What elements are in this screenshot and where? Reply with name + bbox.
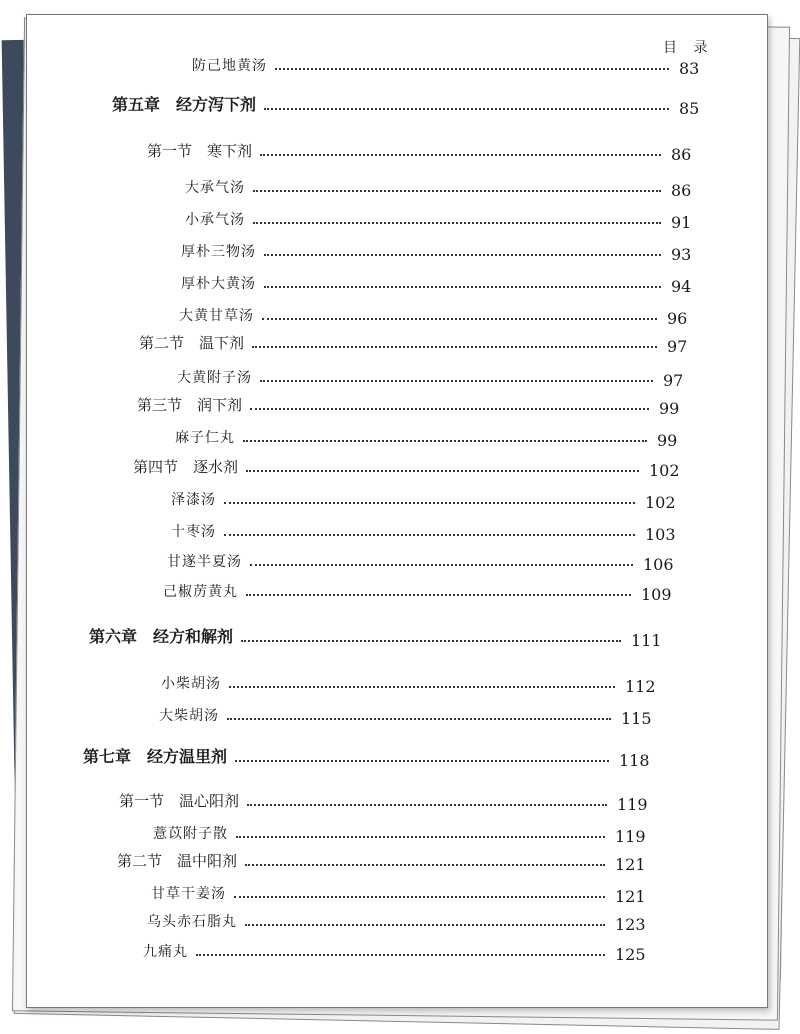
toc-page-number: 103 <box>645 525 676 544</box>
toc-page <box>26 14 768 1008</box>
dot-leader <box>234 896 605 898</box>
dot-leader <box>236 836 605 838</box>
toc-section-entry <box>119 787 613 811</box>
dot-leader <box>253 190 661 192</box>
toc-entry-title: 第七章 经方温里剂 <box>83 747 228 766</box>
dot-leader <box>227 718 611 720</box>
toc-page-number: 111 <box>631 631 662 650</box>
dot-leader <box>252 346 657 348</box>
toc-page-number: 119 <box>617 795 648 814</box>
toc-entry-title: 薏苡附子散 <box>153 826 228 842</box>
toc-entry-title: 厚朴大黄汤 <box>181 276 256 292</box>
toc-formula-entry <box>185 205 667 229</box>
toc-formula-entry <box>159 701 617 725</box>
dot-leader <box>253 222 661 224</box>
dot-leader <box>250 408 649 410</box>
toc-entry-title: 乌头赤石脂丸 <box>147 914 237 930</box>
dot-leader <box>224 534 635 536</box>
toc-entry-title: 第二节 温下剂 <box>139 334 245 352</box>
toc-page-number: 83 <box>679 59 700 78</box>
toc-page-number: 123 <box>615 915 646 934</box>
toc-page-number: 99 <box>659 399 680 418</box>
toc-entry-title: 厚朴三物汤 <box>181 244 256 260</box>
toc-chapter-entry <box>112 91 675 115</box>
dot-leader <box>246 470 639 472</box>
toc-page-number: 86 <box>671 145 692 164</box>
toc-page-number: 118 <box>619 751 650 770</box>
toc-section-entry <box>147 137 667 161</box>
toc-formula-entry <box>143 937 611 961</box>
toc-page-number: 109 <box>641 585 672 604</box>
dot-leader <box>245 864 605 866</box>
toc-page-number: 102 <box>649 461 680 480</box>
toc-page-number: 97 <box>667 337 688 356</box>
toc-entry-title: 麻子仁丸 <box>175 430 235 446</box>
toc-section-entry <box>139 329 663 353</box>
toc-entry-title: 小柴胡汤 <box>161 676 221 692</box>
dot-leader <box>229 686 615 688</box>
toc-formula-entry <box>179 301 663 325</box>
dot-leader <box>260 380 653 382</box>
toc-page-number: 121 <box>615 855 646 874</box>
toc-page-number: 99 <box>657 431 678 450</box>
toc-entry-title: 甘草干姜汤 <box>151 886 226 902</box>
toc-entry-title: 第二节 温中阳剂 <box>117 852 238 870</box>
toc-formula-entry <box>181 237 667 261</box>
toc-section-entry <box>133 453 645 477</box>
toc-entry-title: 防己地黄汤 <box>192 58 267 74</box>
toc-page-number: 91 <box>671 213 692 232</box>
dot-leader <box>224 502 635 504</box>
toc-page-number: 125 <box>615 945 646 964</box>
dot-leader <box>264 286 661 288</box>
dot-leader <box>264 108 669 110</box>
toc-formula-entry <box>151 879 611 903</box>
dot-leader <box>235 760 609 762</box>
dot-leader <box>245 924 605 926</box>
toc-entry-title: 十枣汤 <box>171 524 216 540</box>
page-header: 目 录 <box>663 40 714 56</box>
dot-leader <box>264 254 661 256</box>
toc-chapter-entry <box>83 743 615 767</box>
dot-leader <box>262 318 657 320</box>
toc-page-number: 119 <box>615 827 646 846</box>
dot-leader <box>241 640 621 642</box>
toc-page-number: 102 <box>645 493 676 512</box>
toc-entry-title: 大柴胡汤 <box>159 708 219 724</box>
toc-entry-title: 大承气汤 <box>185 180 245 196</box>
toc-formula-entry <box>163 577 637 601</box>
toc-formula-entry <box>153 819 611 843</box>
toc-entry-title: 第四节 逐水剂 <box>133 458 239 476</box>
toc-formula-entry <box>161 669 621 693</box>
toc-page-number: 86 <box>671 181 692 200</box>
toc-entry-title: 第五章 经方泻下剂 <box>112 95 257 114</box>
toc-chapter-entry <box>89 623 627 647</box>
toc-entry-title: 第一节 寒下剂 <box>147 142 253 160</box>
toc-formula-entry <box>185 173 667 197</box>
toc-page-number: 112 <box>625 677 656 696</box>
toc-page-number: 94 <box>671 277 692 296</box>
dot-leader <box>196 954 605 956</box>
dot-leader <box>250 564 633 566</box>
toc-section-entry <box>117 847 611 871</box>
toc-entry-title: 九痛丸 <box>143 944 188 960</box>
toc-formula-entry <box>181 269 667 293</box>
toc-formula-entry <box>177 363 659 387</box>
toc-formula-entry <box>171 485 641 509</box>
toc-entry-title: 甘遂半夏汤 <box>167 554 242 570</box>
toc-page-number: 93 <box>671 245 692 264</box>
toc-formula-entry <box>192 51 675 75</box>
toc-page-number: 96 <box>667 309 688 328</box>
toc-entry-title: 第一节 温心阳剂 <box>119 792 240 810</box>
toc-entry-title: 小承气汤 <box>185 212 245 228</box>
toc-entry-title: 己椒苈黄丸 <box>163 584 238 600</box>
toc-page-number: 121 <box>615 887 646 906</box>
toc-page-number: 97 <box>663 371 684 390</box>
dot-leader <box>260 154 661 156</box>
toc-entry-title: 第三节 润下剂 <box>137 396 243 414</box>
toc-page-number: 85 <box>679 99 700 118</box>
toc-page-number: 115 <box>621 709 652 728</box>
toc-entry-title: 大黄附子汤 <box>177 370 252 386</box>
toc-formula-entry <box>175 423 653 447</box>
dot-leader <box>246 594 631 596</box>
toc-formula-entry <box>147 907 611 931</box>
dot-leader <box>275 68 669 70</box>
dot-leader <box>247 804 607 806</box>
toc-entry-title: 第六章 经方和解剂 <box>89 627 234 646</box>
toc-formula-entry <box>171 517 641 541</box>
toc-section-entry <box>137 391 655 415</box>
toc-formula-entry <box>167 547 639 571</box>
toc-entry-title: 泽漆汤 <box>171 492 216 508</box>
toc-page-number: 106 <box>643 555 674 574</box>
dot-leader <box>243 440 647 442</box>
toc-entry-title: 大黄甘草汤 <box>179 308 254 324</box>
